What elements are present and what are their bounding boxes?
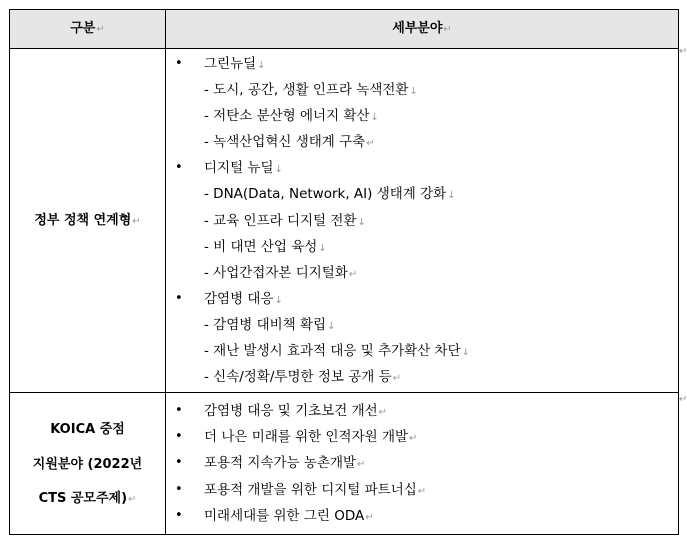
side-paragraph-mark: ↵ bbox=[679, 394, 687, 405]
focus-item-text: 포용적 개발을 위한 디지털 파트너십 bbox=[204, 482, 417, 498]
format-mark: ↓ bbox=[274, 295, 283, 306]
bullet-icon: • bbox=[175, 160, 183, 175]
sub-item-text: 재난 발생시 효과적 대응 및 추가확산 차단 bbox=[213, 343, 461, 359]
bullet-icon: • bbox=[175, 56, 183, 71]
focus-item-text: 미래세대를 위한 그린 ODA bbox=[204, 508, 365, 524]
sub-item-text: 사업간접자본 디지털화 bbox=[213, 265, 348, 281]
bullet-icon: • bbox=[175, 455, 183, 470]
format-mark: ↓ bbox=[370, 112, 379, 123]
row1-label: 정부 정책 연계형↵ bbox=[34, 213, 141, 228]
format-mark: ↵ bbox=[392, 373, 402, 384]
format-mark: ↵ bbox=[348, 269, 358, 280]
dash-marker: - bbox=[204, 108, 214, 124]
format-mark: ↓ bbox=[409, 86, 418, 97]
dash-marker: - bbox=[204, 343, 214, 359]
sub-item-text: 도시, 공간, 생활 인프라 녹색전환 bbox=[213, 82, 409, 98]
sub-item bbox=[204, 82, 418, 100]
header-category: 구분↵ bbox=[70, 21, 105, 36]
sub-item-text: DNA(Data, Network, AI) 생태계 강화 bbox=[213, 186, 447, 202]
format-mark: ↓ bbox=[327, 321, 336, 332]
sub-item-text: 신속/정확/투명한 정보 공개 등 bbox=[213, 369, 392, 385]
format-mark: ↵ bbox=[365, 512, 374, 523]
row-divider bbox=[10, 392, 678, 393]
dash-marker: - bbox=[204, 186, 214, 202]
side-paragraph-mark: ↵ bbox=[679, 46, 687, 57]
format-mark: ↵ bbox=[378, 407, 388, 418]
focus-item-text: 더 나은 미래를 위한 인적자원 개발 bbox=[204, 429, 409, 445]
dash-marker: - bbox=[204, 213, 214, 229]
bullet-icon: • bbox=[175, 482, 183, 497]
header-detail-field: 세부분야↵ bbox=[392, 21, 452, 36]
sub-item bbox=[204, 213, 366, 231]
dash-marker: - bbox=[204, 134, 214, 150]
focus-item-text: 포용적 지속가능 농촌개발 bbox=[204, 455, 357, 471]
format-mark: ↓ bbox=[357, 217, 366, 228]
bullet-icon: • bbox=[175, 429, 183, 444]
focus-item bbox=[204, 482, 426, 500]
row2-label-line-3: CTS 공모주제)↵ bbox=[38, 491, 137, 506]
format-mark: ↓ bbox=[318, 243, 327, 254]
sub-item-text: 비 대면 산업 육성 bbox=[213, 239, 318, 255]
sub-item bbox=[204, 186, 456, 204]
sub-item-text: 녹색산업혁신 생태계 구축 bbox=[213, 134, 366, 150]
group-title-text: 감염병 대응 bbox=[204, 291, 274, 307]
row2-label-line-2: 지원분야 (2022년 bbox=[32, 457, 143, 472]
group-title bbox=[204, 160, 283, 178]
bullet-icon: • bbox=[175, 403, 183, 418]
sub-item bbox=[204, 343, 470, 361]
focus-item bbox=[204, 508, 374, 526]
dash-marker: - bbox=[204, 317, 214, 333]
dash-marker: - bbox=[204, 239, 214, 255]
format-mark: ↵ bbox=[366, 138, 375, 149]
sub-item-text: 감염병 대비책 확립 bbox=[213, 317, 327, 333]
dash-marker: - bbox=[204, 82, 214, 98]
policy-table bbox=[9, 9, 679, 535]
format-mark: ↵ bbox=[357, 459, 366, 470]
format-mark: ↓ bbox=[461, 347, 471, 358]
group-title-text: 디지털 뉴딜 bbox=[204, 160, 274, 176]
sub-item bbox=[204, 108, 379, 126]
row2-label-line-1: KOICA 중점 bbox=[50, 422, 125, 437]
column-divider bbox=[165, 10, 166, 534]
header-divider bbox=[10, 48, 678, 49]
sub-item bbox=[204, 134, 375, 152]
group-title bbox=[204, 56, 266, 74]
bullet-icon: • bbox=[175, 508, 183, 523]
dash-marker: - bbox=[204, 265, 214, 281]
sub-item-text: 저탄소 분산형 에너지 확산 bbox=[213, 108, 370, 124]
focus-item bbox=[204, 403, 387, 421]
format-mark: ↓ bbox=[257, 60, 266, 71]
sub-item bbox=[204, 265, 357, 283]
focus-item-text: 감염병 대응 및 기초보건 개선 bbox=[204, 403, 378, 419]
sub-item bbox=[204, 369, 401, 387]
format-mark: ↵ bbox=[409, 433, 418, 444]
format-mark: ↓ bbox=[447, 190, 456, 201]
group-title-text: 그린뉴딜 bbox=[204, 56, 257, 72]
sub-item-text: 교육 인프라 디지털 전환 bbox=[213, 213, 357, 229]
sub-item bbox=[204, 317, 335, 335]
format-mark: ↓ bbox=[274, 164, 283, 175]
focus-item bbox=[204, 455, 365, 473]
dash-marker: - bbox=[204, 369, 214, 385]
format-mark: ↵ bbox=[417, 486, 427, 497]
sub-item bbox=[204, 239, 327, 257]
focus-item bbox=[204, 429, 417, 447]
bullet-icon: • bbox=[175, 291, 183, 306]
group-title bbox=[204, 291, 283, 309]
